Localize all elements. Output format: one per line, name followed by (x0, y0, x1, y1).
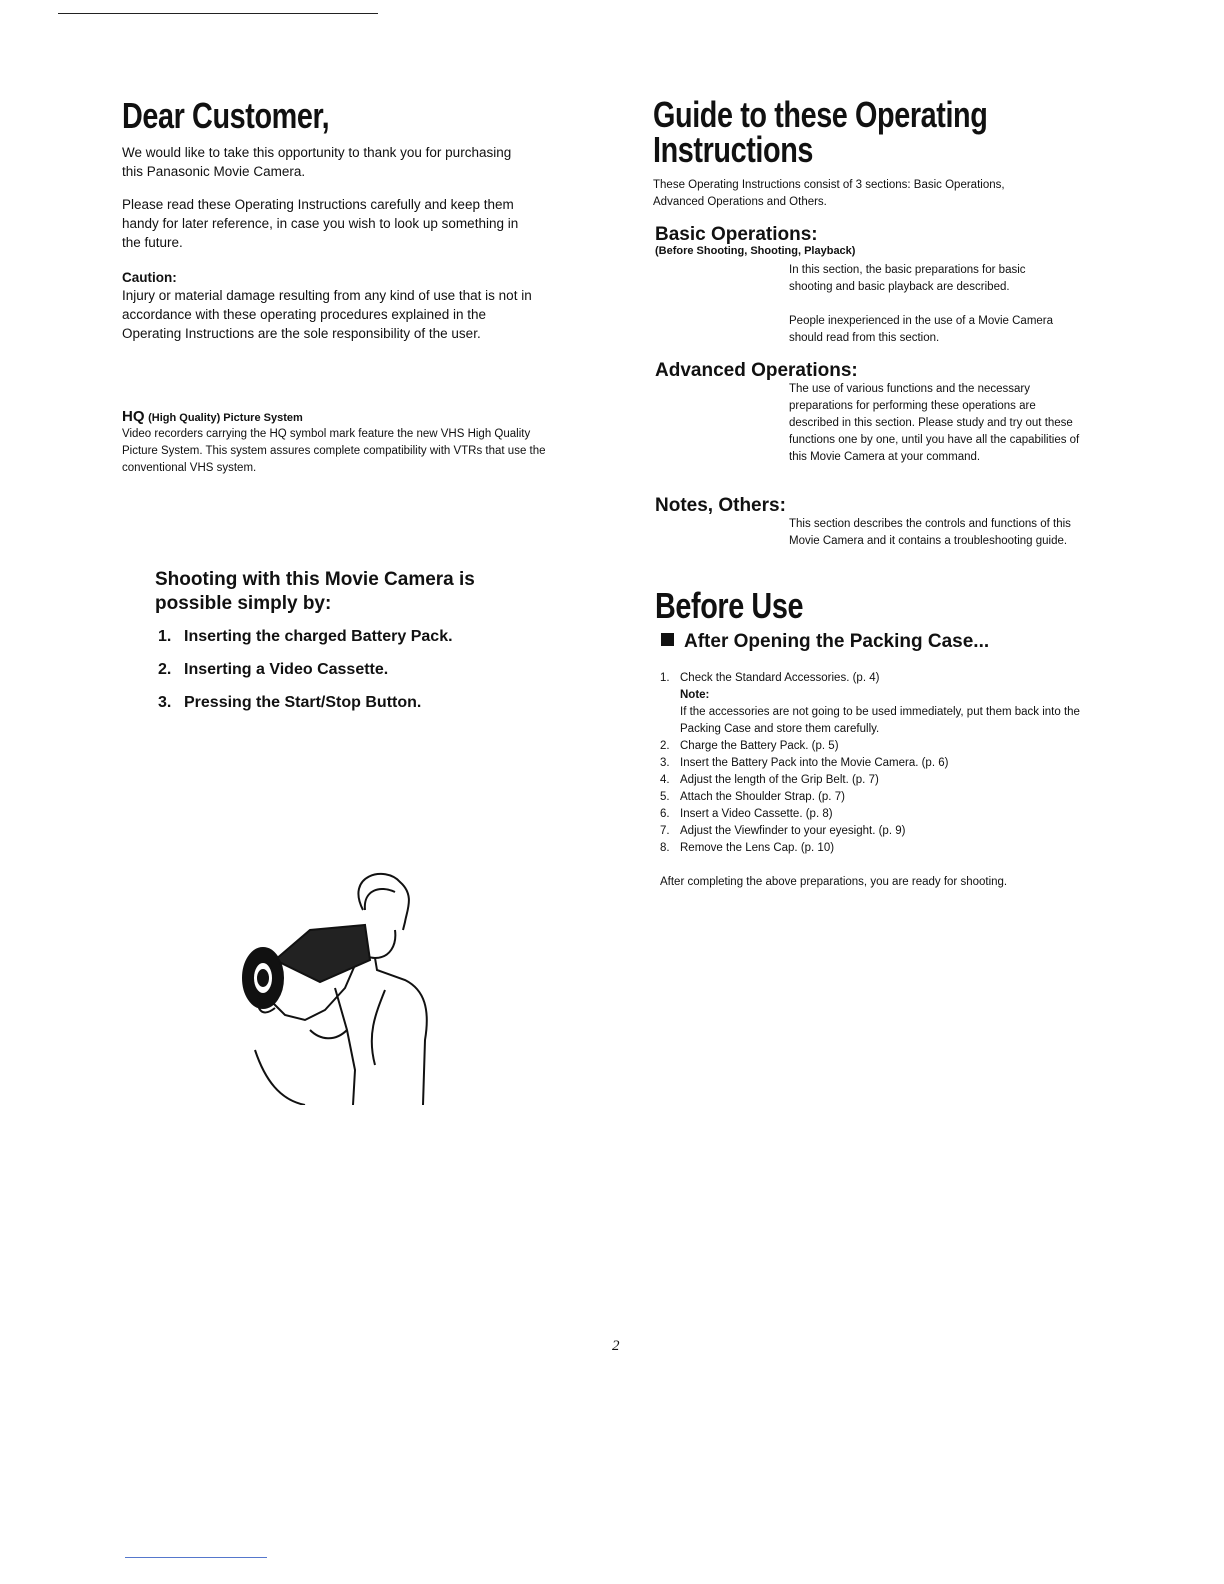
page-number: 2 (612, 1338, 620, 1354)
basic-operations-title: Basic Operations: (655, 224, 818, 245)
shooting-steps (158, 628, 453, 727)
hq-mark: HQ (122, 408, 145, 425)
notes-others-text: This section describes the controls and functions of this Movie Camera and it contains a troubleshooting guide. (789, 518, 1071, 547)
shooting-step: 2. Inserting a Video Cassette. (158, 661, 389, 678)
bullet-square-icon (661, 633, 674, 646)
note-text: If the accessories are not going to be used immediately, put them back into the Packing Case and store them carefully. (680, 706, 1080, 735)
advanced-operations-title: Advanced Operations: (655, 360, 858, 381)
checklist-item: 8. Remove the Lens Cap. (p. 10) (660, 842, 835, 854)
checklist-item: 7. Adjust the Viewfinder to your eyesight. (p. 9) (660, 825, 906, 837)
checklist-item: 5. Attach the Shoulder Strap. (p. 7) (660, 791, 845, 803)
basic-operations-text-2: People inexperienced in the use of a Movie Camera should read from this section. (789, 315, 1054, 344)
checklist-item: 3. Insert the Battery Pack into the Movie Camera. (p. 6) (660, 757, 949, 769)
basic-operations-subtitle: (Before Shooting, Shooting, Playback) (655, 245, 856, 257)
guide-title-line-2: Instructions (653, 129, 814, 170)
intro-paragraph-2: Please read these Operating Instructions carefully and keep them handy for later reference, in case you wish to look up something in the future. (122, 197, 519, 250)
notes-others-title: Notes, Others: (655, 495, 786, 516)
camera-operator-illustration (235, 870, 445, 1105)
hq-title: (High Quality) Picture System (148, 412, 303, 424)
intro-paragraph-1: We would like to take this opportunity to thank you for purchasing this Panasonic Movie Camera. (122, 145, 512, 179)
guide-title-line-1: Guide to these Operating (653, 94, 988, 135)
shooting-step: 1. Inserting the charged Battery Pack. (158, 628, 453, 645)
guide-intro: These Operating Instructions consist of 3 sections: Basic Operations, Advanced Operations and Others. (653, 179, 1005, 208)
checklist-item: 2. Charge the Battery Pack. (p. 5) (660, 740, 839, 752)
after-opening-heading: After Opening the Packing Case... (661, 630, 989, 654)
preparation-checklist (660, 670, 1080, 857)
before-use-title: Before Use (655, 585, 804, 626)
bottom-rule (125, 1557, 267, 1558)
checklist-item: 4. Adjust the length of the Grip Belt. (p. 7) (660, 774, 879, 786)
hq-heading (122, 408, 303, 425)
caution-label: Caution: (122, 270, 177, 285)
shooting-title: Shooting with this Movie Camera is possible simply by: (155, 569, 475, 614)
after-preparations-text: After completing the above preparations, you are ready for shooting. (660, 876, 1008, 888)
hq-text: Video recorders carrying the HQ symbol mark feature the new VHS High Quality Picture System. This system assures complete compatibility with VTRs that use the conventional VHS system. (122, 428, 546, 474)
checklist-item: 1. Check the Standard Accessories. (p. 4) Note: If the accessories are not going to be used immediately, put them back into the Packing Case and store them carefully. (660, 670, 1080, 738)
dear-customer-title: Dear Customer, (122, 95, 330, 136)
top-rule (58, 13, 378, 14)
checklist-item: 6. Insert a Video Cassette. (p. 8) (660, 808, 833, 820)
advanced-operations-text: The use of various functions and the necessary preparations for performing these operations are described in this section. Please study and try out these functions one by one, until you have all the capabilities of this Movie Camera at your command. (789, 383, 1080, 463)
basic-operations-text-1: In this section, the basic preparations for basic shooting and basic playback are described. (789, 264, 1026, 293)
note-label: Note: (680, 689, 710, 701)
shooting-step: 3. Pressing the Start/Stop Button. (158, 694, 422, 711)
caution-text: Injury or material damage resulting from any kind of use that is not in accordance with these operating procedures explained in the Operating Instructions are the sole responsibility of the user. (122, 288, 532, 341)
